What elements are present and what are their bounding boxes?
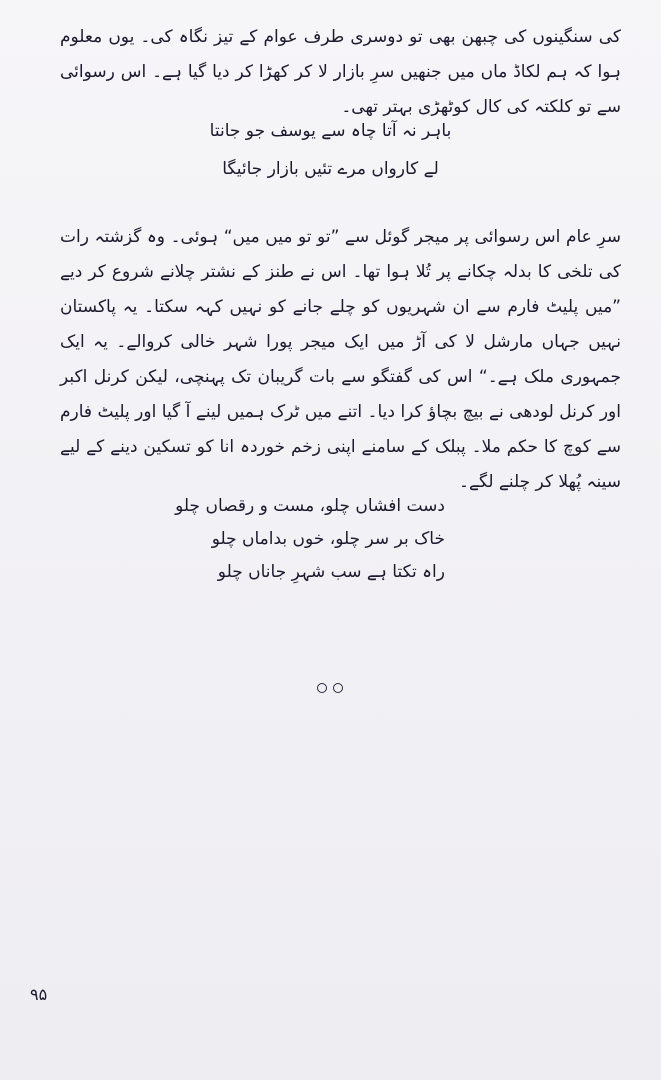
paragraph-1-text: کی سنگینوں کی چبھن بھی تو دوسری طرف عوام کے تیز نگاہ کی۔ یوں معلوم ہوا کہ ہم لکاڈ ماں میں جنھیں سرِ بازار لا کر کھڑا کر دیا گیا ہے۔ اس رسوائی سے تو کلکتہ کی کال کوٹھڑی بہتر تھی۔ [60, 27, 621, 117]
paragraph-2-text: سرِ عام اس رسوائی پر میجر گوئل سے ”تو تو میں میں“ ہوئی۔ وہ گزشتہ رات کی تلخی کا بدلہ چکانے پر تُلا ہوا تھا۔ اس نے طنز کے نشتر چلانے شروع کر دیے ”میں پلیٹ فارم سے ان شہریوں کو چلے جانے کو نہیں کہہ سکتا۔ یہ پاکستان نہیں جہاں مارشل لا کی آڑ میں ایک میجر پورا شہر خالی کروالے۔ یہ ایک جمہوری ملک ہے۔“ اس کی گفتگو سے بات گریبان تک پہنچی، لیکن کرنل اکبر اور کرنل لودھی نے بیچ بچاؤ کرا دیا۔ اتنے میں ٹرک ہمیں لینے آ گیا اور پلیٹ فارم سے کوچ کا حکم ملا۔ پبلک کے سامنے اپنی زخم خوردہ انا کو تسکین دینے کے لیے سینہ پُھلا کر چلنے لگے۔ [60, 227, 621, 492]
paragraph-1 [60, 20, 621, 125]
page-number: ۹۵ [30, 985, 48, 1004]
couplet [0, 112, 661, 188]
poem-line-1: دست افشاں چلو، مست و رقصاں چلو [175, 496, 445, 516]
poem [175, 490, 445, 589]
section-end-ornament [305, 678, 355, 698]
couplet-line-1: باہر نہ آتا چاہ سے یوسف جو جانتا [209, 121, 452, 141]
ornament-circle-icon [333, 683, 343, 693]
couplet-line-2: لے کارواں مرے تئیں بازار جائیگا [222, 159, 439, 179]
ornament-circle-icon [317, 683, 327, 693]
paragraph-2 [60, 220, 621, 500]
poem-line-2: خاک بر سر چلو، خوں بداماں چلو [211, 529, 445, 549]
poem-line-3: راہ تکتا ہے سب شہرِ جاناں چلو [217, 562, 445, 582]
